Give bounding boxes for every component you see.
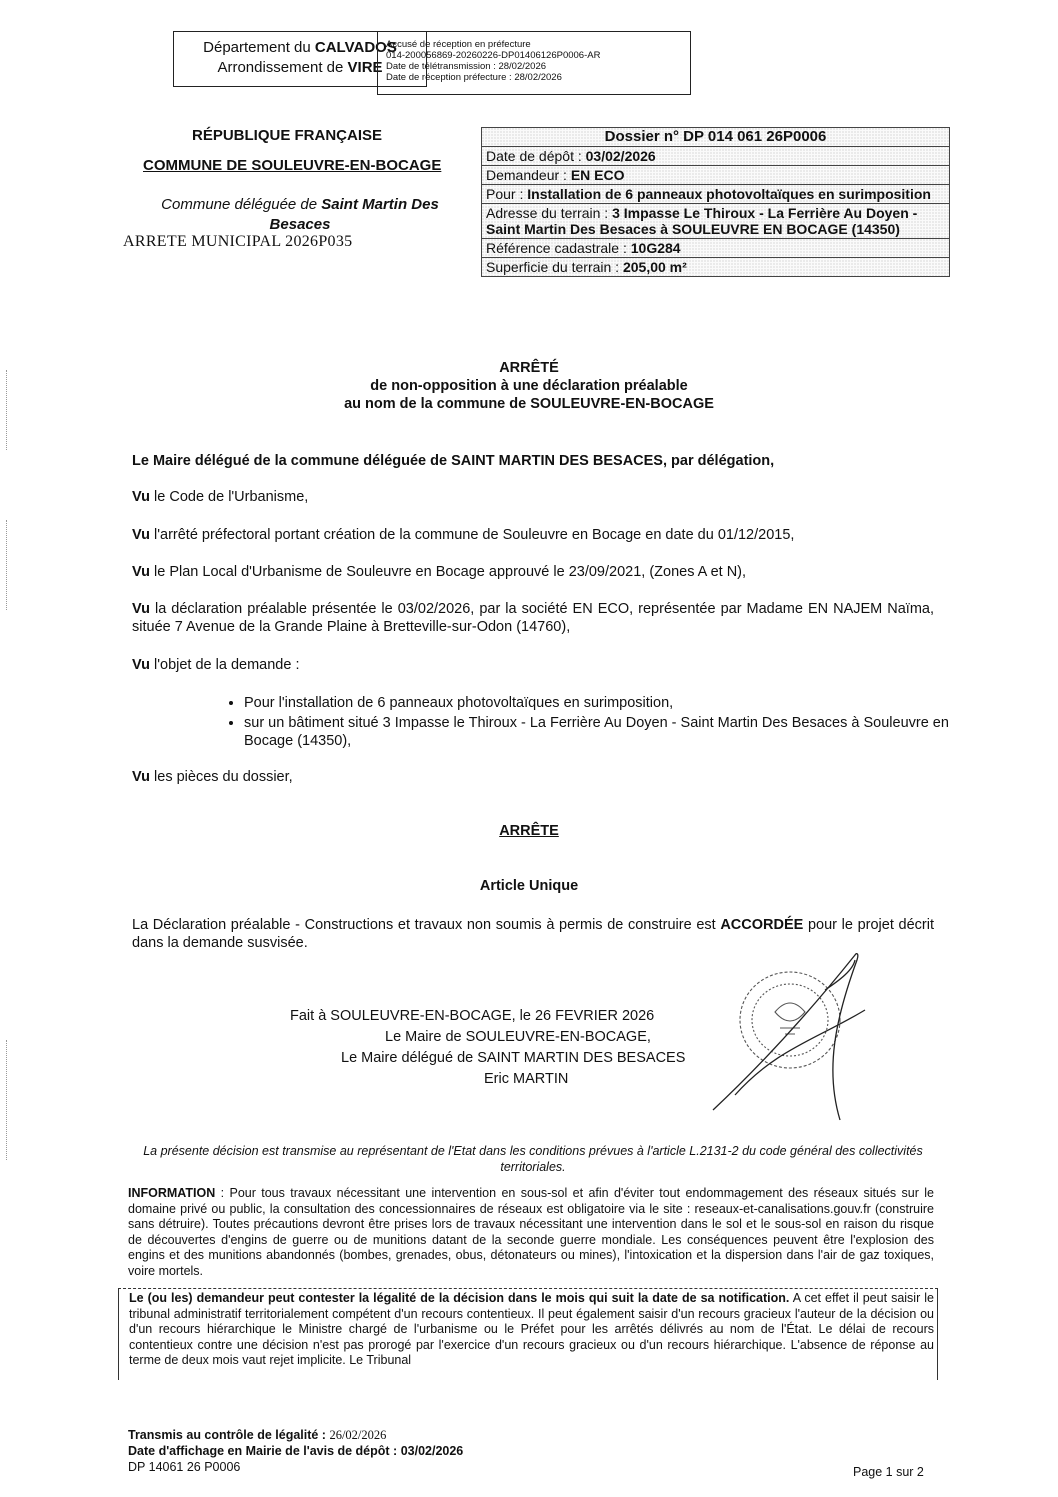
accuse-reception-stamp xyxy=(377,31,691,95)
signature-name: Eric MARTIN xyxy=(484,1071,569,1087)
recours-box: Le (ou les) demandeur peut contester la légalité de la décision dans le mois qui suit la date de sa notification. A cet effet il peut saisir le tribunal administratif territorialement compétent d'un recours contentieux. Il peut également saisir d'un recours gracieux l'auteur de la décision ou d'un recours hiérarchique le Ministre chargé de l'urbanisme ou le Préfet pour les arrêtés délivrés au nom de l'État. Le délai de recours contentieux contre une décision n'est pas prorogé par l'exercice d'un recours gracieux ou d'un recours hiérarchique. L'absence de réponse au terme de deux mois vaut rejet implicite. Le Tribunal xyxy=(118,1288,938,1380)
vu-plu: Vu le Plan Local d'Urbanisme de Souleuvre en Bocage approuvé le 23/09/2021, (Zones A et N), xyxy=(132,564,747,580)
footer-dossier-ref: DP 14061 26 P0006 xyxy=(128,1460,241,1474)
arrete-title-line2: de non-opposition à une déclaration préalable xyxy=(370,378,688,394)
department-name: CALVADOS xyxy=(314,39,397,56)
arrondissement-line: Arrondissement de VIRE xyxy=(217,59,383,76)
signature-place-date: Fait à SOULEUVRE-EN-BOCAGE, le 26 FEVRIER 2026 xyxy=(290,1008,655,1024)
decision-text: La Déclaration préalable - Constructions et travaux non soumis à permis de construire est ACCORDÉE pour le projet décrit dans la demande susvisée. xyxy=(132,917,934,951)
scan-edge-mark xyxy=(6,1040,9,1160)
objet-list xyxy=(214,694,966,752)
dossier-adresse: Adresse du terrain : 3 Impasse Le Thiroux - La Ferrière Au Doyen - Saint Martin Des Besaces à SOULEUVRE EN BOCAGE (14350) xyxy=(482,204,950,239)
dossier-pour: Pour : Installation de 6 panneaux photovoltaïques en surimposition xyxy=(482,185,950,204)
vu-code-urbanisme: Vu le Code de l'Urbanisme, xyxy=(132,489,309,505)
accuse-line: Date de télétransmission : 28/02/2026 xyxy=(386,61,547,72)
arrete-municipal-number: ARRETE MUNICIPAL 2026P035 xyxy=(123,233,353,250)
information-paragraph: INFORMATION : Pour tous travaux nécessitant une intervention en sous-sol et afin d'éviter tout endommagement des réseaux situés sur le domaine privé ou public, la consultation des concessionnaires de réseaux est obligatoire via le site : reseaux-et-canalisations.gouv.fr (construire sans détruire). Toutes précautions devront être prises lors de travaux nécessitant une intervention dans le sol et le sous-sol en raison du risque de découvertes d'engins de guerre ou de munitions datant de la seconde guerre mondiale. Les conséquences peuvent être l'explosion des engins et des munitions abandonnés (bombes, grenades, obus, détonateurs ou mines), l'intoxication et la dispersion dans l'air de gaz toxiques, voire mortels. xyxy=(128,1186,934,1278)
commune-deleguee: Commune déléguée de Saint Martin Des Besaces xyxy=(161,196,439,233)
dossier-table xyxy=(481,127,950,277)
signature-maire: Le Maire de SOULEUVRE-EN-BOCAGE, xyxy=(385,1029,651,1045)
vu-arrete-prefectoral: Vu l'arrêté préfectoral portant création de la commune de Souleuvre en Bocage en date du 01/12/2015, xyxy=(132,527,795,543)
accuse-line: Date de réception préfecture : 28/02/2026 xyxy=(386,72,562,83)
republique-heading: RÉPUBLIQUE FRANÇAISE xyxy=(192,127,383,144)
mairie-seal-and-signature xyxy=(705,950,885,1125)
maire-intro: Le Maire délégué de la commune déléguée de SAINT MARTIN DES BESACES, par délégation, xyxy=(132,453,775,469)
dossier-reference: Référence cadastrale : 10G284 xyxy=(482,239,950,258)
transmission-notice: La présente décision est transmise au représentant de l'Etat dans les conditions prévues à l'article L.2131-2 du code général des collectivités territoriales. xyxy=(143,1144,923,1174)
vu-declaration: Vu la déclaration préalable présentée le 03/02/2026, par la société EN ECO, représentée par Madame EN NAJEM Naïma, située 7 Avenue de la Grande Plaine à Bretteville-sur-Odon (14760), xyxy=(132,601,934,635)
arrondissement-name: VIRE xyxy=(347,59,383,76)
list-item: • Pour l'installation de 6 panneaux photovoltaïques en surimposition, xyxy=(244,694,966,712)
accuse-line: 014-200056869-20260226-DP01406126P0006-AR xyxy=(386,50,601,61)
vu-objet: Vu l'objet de la demande : xyxy=(132,657,300,673)
arrete-title-line3: au nom de la commune de SOULEUVRE-EN-BOCAGE xyxy=(344,396,714,412)
signature-maire-delegue: Le Maire délégué de SAINT MARTIN DES BESACES xyxy=(341,1050,686,1066)
dossier-depot: Date de dépôt : 03/02/2026 xyxy=(482,147,950,166)
transmis-controle: Transmis au contrôle de légalité : 26/02/2026 xyxy=(128,1428,387,1442)
vu-pieces: Vu les pièces du dossier, xyxy=(132,769,293,785)
date-affichage: Date d'affichage en Mairie de l'avis de dépôt : 03/02/2026 xyxy=(128,1444,464,1458)
dossier-number: Dossier n° DP 014 061 26P0006 xyxy=(482,128,950,147)
dossier-superficie: Superficie du terrain : 205,00 m² xyxy=(482,258,950,277)
commune-heading: COMMUNE DE SOULEUVRE-EN-BOCAGE xyxy=(143,157,442,174)
department-line: Département du CALVADOS xyxy=(203,39,397,56)
list-item: • sur un bâtiment situé 3 Impasse le Thiroux - La Ferrière Au Doyen - Saint Martin Des Besaces à Souleuvre en Bocage (14350), xyxy=(244,714,966,750)
page-number: Page 1 sur 2 xyxy=(853,1465,924,1479)
scan-edge-mark xyxy=(6,520,9,610)
scan-edge-mark xyxy=(6,370,9,450)
arrete-title-line1: ARRÊTÉ xyxy=(499,360,559,376)
dossier-demandeur: Demandeur : EN ECO xyxy=(482,166,950,185)
article-heading: Article Unique xyxy=(479,878,579,894)
accuse-line: Accusé de réception en préfecture xyxy=(386,39,531,50)
arrete-heading: ARRÊTE xyxy=(499,823,559,839)
arrete-title xyxy=(0,359,1058,413)
